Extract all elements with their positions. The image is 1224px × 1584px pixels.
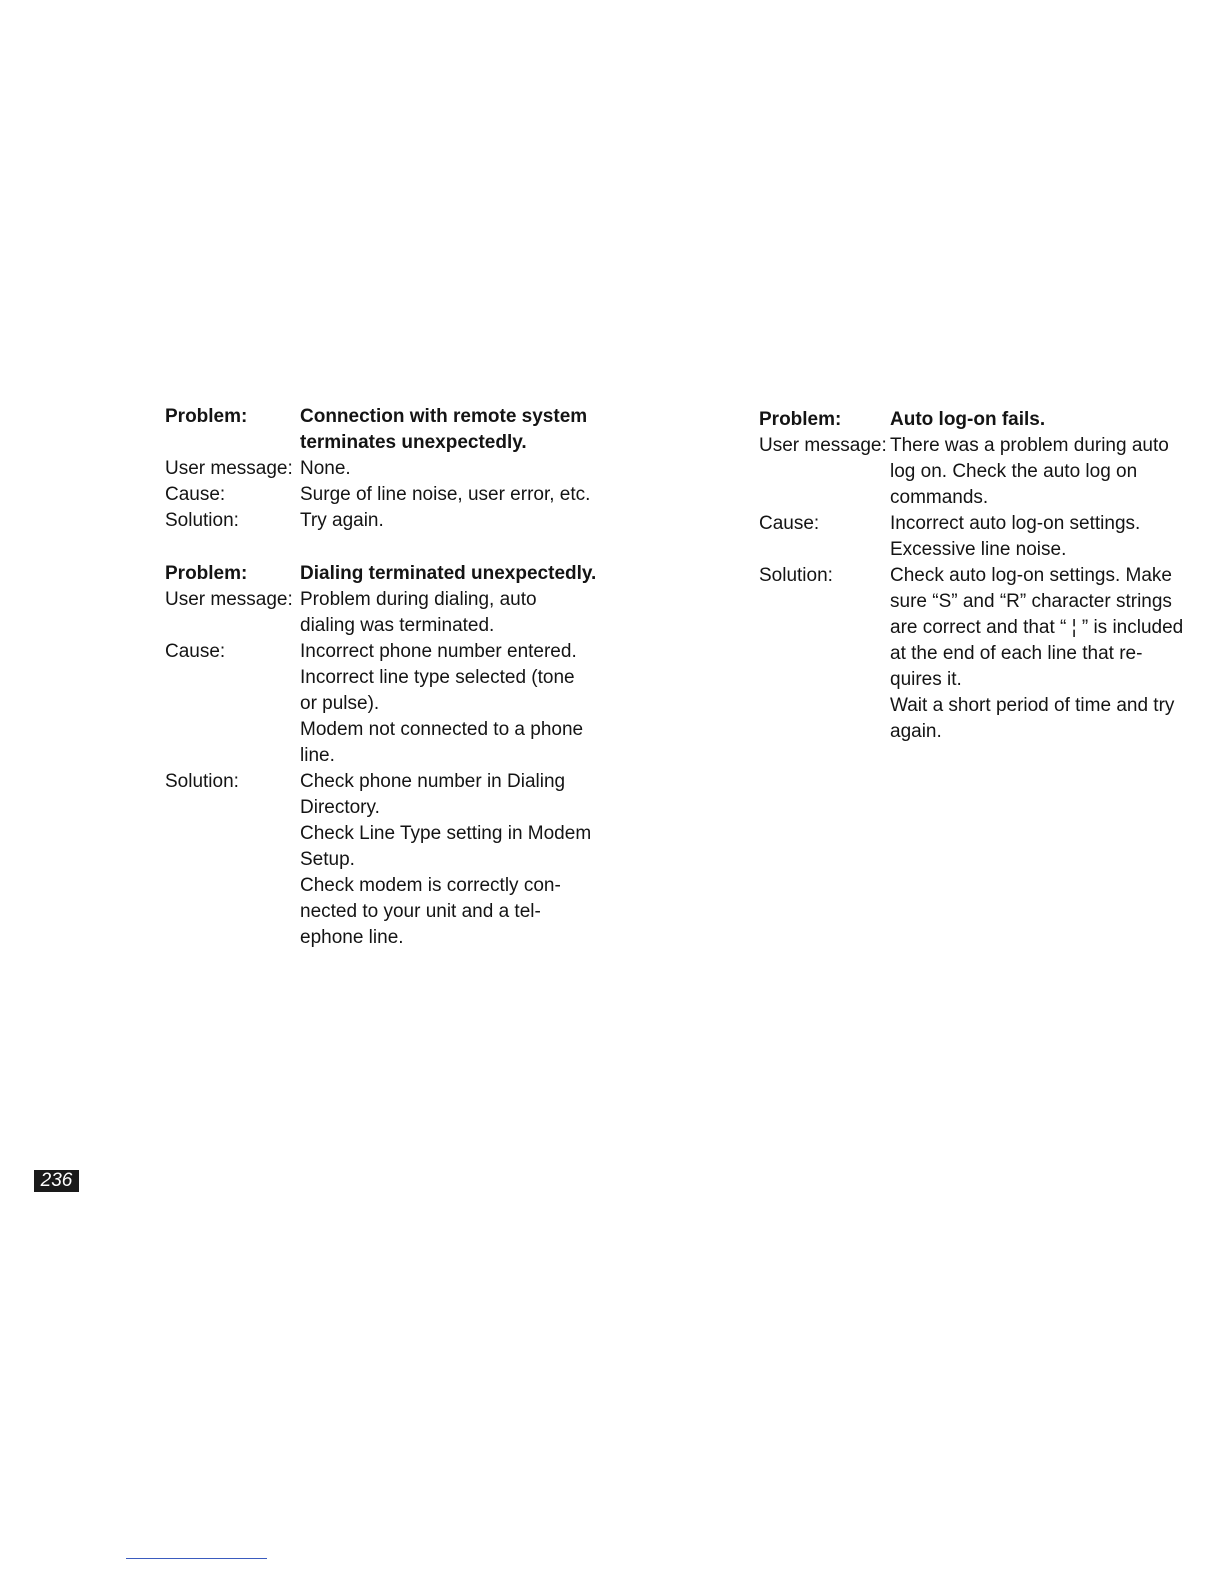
problem-label: Problem:	[165, 563, 248, 584]
cause-text: line.	[300, 745, 335, 766]
user-message-label: User message:	[759, 435, 887, 456]
user-message-row	[165, 456, 635, 482]
solution-text: Directory.	[300, 797, 380, 818]
problem-row	[165, 404, 635, 456]
solution-text: at the end of each line that re-	[890, 643, 1143, 664]
troubleshooting-entry-connection	[165, 404, 635, 534]
cause-label: Cause:	[759, 513, 820, 534]
problem-text: terminates unexpectedly.	[300, 432, 527, 453]
cause-text: Surge of line noise, user error, etc.	[300, 484, 591, 505]
user-message-text: commands.	[890, 487, 989, 508]
solution-label: Solution:	[759, 565, 833, 586]
problem-label: Problem:	[759, 409, 842, 430]
cause-label: Cause:	[165, 484, 226, 505]
user-message-text: Problem during dialing, auto	[300, 589, 537, 610]
user-message-text: log on. Check the auto log on	[890, 461, 1138, 482]
problem-text: Dialing terminated unexpectedly.	[300, 563, 597, 584]
cause-text: Incorrect line type selected (tone	[300, 667, 575, 688]
problem-row	[759, 407, 1209, 433]
cause-text: or pulse).	[300, 693, 380, 714]
solution-row	[165, 769, 635, 951]
cause-label: Cause:	[165, 641, 226, 662]
user-message-row	[759, 433, 1209, 511]
solution-text: again.	[890, 721, 942, 742]
solution-text: Wait a short period of time and try	[890, 695, 1175, 716]
solution-text: Check Line Type setting in Modem	[300, 823, 592, 844]
troubleshooting-entry-dialing	[165, 561, 635, 951]
user-message-text: dialing was terminated.	[300, 615, 495, 636]
troubleshooting-entry-auto-logon	[759, 407, 1209, 745]
solution-text: ephone line.	[300, 927, 404, 948]
cause-row	[759, 511, 1209, 563]
solution-text: nected to your unit and a tel-	[300, 901, 541, 922]
cause-row	[165, 482, 635, 508]
cause-text: Modem not connected to a phone	[300, 719, 584, 740]
problem-text: Auto log-on fails.	[890, 409, 1046, 430]
solution-row	[165, 508, 635, 534]
solution-row	[759, 563, 1209, 745]
cause-row	[165, 639, 635, 769]
solution-text: quires it.	[890, 669, 962, 690]
page-number-badge: 236	[34, 1170, 79, 1192]
problem-row	[165, 561, 635, 587]
solution-text: are correct and that “ ¦ ” is included	[890, 617, 1184, 638]
problem-text: Connection with remote system	[300, 406, 588, 427]
cause-text: Incorrect auto log-on settings.	[890, 513, 1141, 534]
user-message-label: User message:	[165, 458, 293, 479]
user-message-label: User message:	[165, 589, 293, 610]
solution-label: Solution:	[165, 771, 239, 792]
problem-label: Problem:	[165, 406, 248, 427]
solution-label: Solution:	[165, 510, 239, 531]
cause-text: Incorrect phone number entered.	[300, 641, 577, 662]
cause-text: Excessive line noise.	[890, 539, 1067, 560]
footer-rule	[126, 1558, 267, 1559]
user-message-row	[165, 587, 635, 639]
solution-text: Check auto log-on settings. Make	[890, 565, 1172, 586]
user-message-text: There was a problem during auto	[890, 435, 1169, 456]
user-message-text: None.	[300, 458, 351, 479]
solution-text: Check phone number in Dialing	[300, 771, 566, 792]
solution-text: sure “S” and “R” character strings	[890, 591, 1172, 612]
solution-text: Check modem is correctly con-	[300, 875, 561, 896]
solution-text: Setup.	[300, 849, 355, 870]
solution-text: Try again.	[300, 510, 384, 531]
